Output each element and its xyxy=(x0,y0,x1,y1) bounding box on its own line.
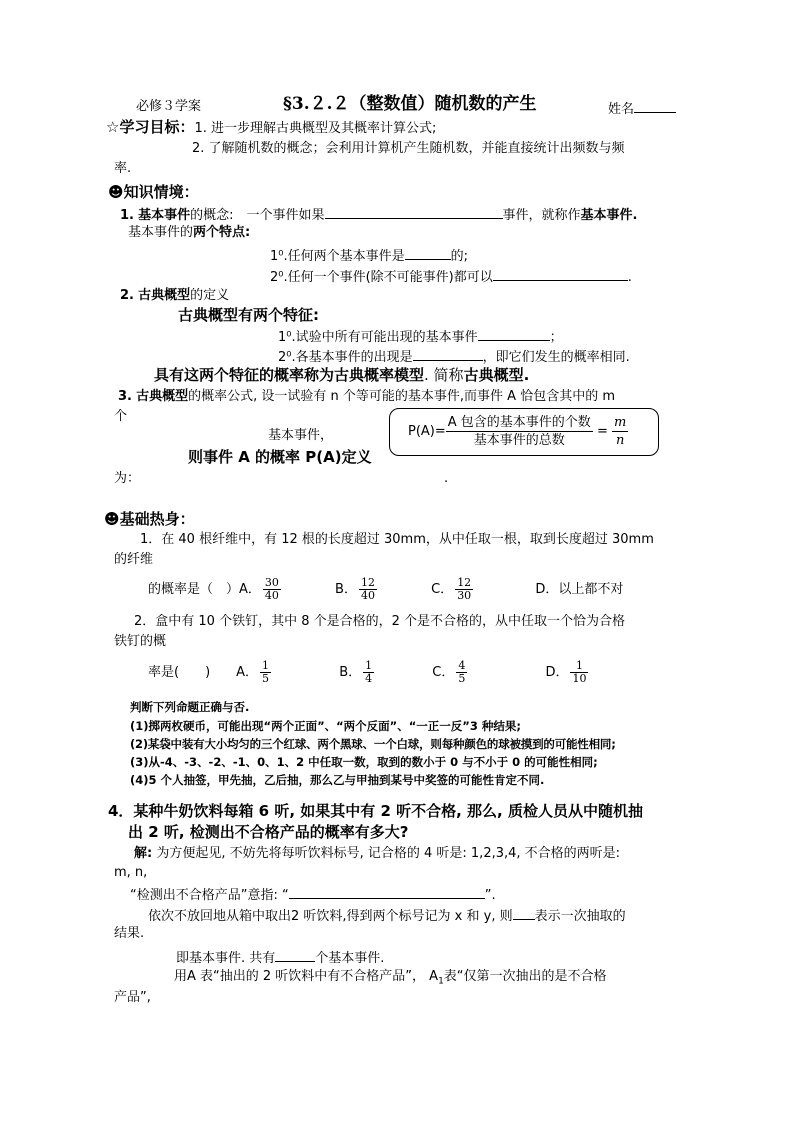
q1-option-a xyxy=(263,577,281,602)
solution-g1: 用A 表“抽出的 2 听饮料中有不合格产品”， A xyxy=(174,969,439,984)
q1-option-c xyxy=(455,577,473,602)
judge-item-4: (4)5 个人抽签，甲先抽，乙后抽，那么乙与甲抽到某号中奖签的可能性肯定不同. xyxy=(130,773,545,787)
q2-c-label: C． xyxy=(432,665,455,680)
formula-numerator: A 包含的基本事件的个数 xyxy=(447,415,591,430)
goal-item-1: 1. 进一步理解古典概型及其概率计算公式; xyxy=(194,121,437,136)
q2-line1: 2．盒中有 10 个铁钉，其中 8 个是合格的，2 个是不合格的，从中任取一个恰为合格 xyxy=(134,614,626,629)
q2-d-label: D． xyxy=(545,665,569,680)
q2-option-b xyxy=(363,660,374,685)
summary-b: . 简称 xyxy=(424,366,464,384)
solution-d xyxy=(148,905,626,926)
solution-d2: 表示一次抽取的 xyxy=(534,909,626,924)
solution-a: 为方便起见, 不妨先将每听饮料标号, 记合格的 4 听是: 1,2,3,4, 不合格的两听是: xyxy=(152,846,621,861)
q1-line1: 1．在 40 根纤维中，有 12 根的长度超过 30mm，从中任取一根，取到长度超过 30mm xyxy=(140,532,654,547)
q2-d-den: 10 xyxy=(572,672,587,685)
f1-text: 1⁰.任何两个基本事件是 xyxy=(270,249,405,264)
feature-1 xyxy=(270,245,468,266)
q2-line2: 铁钉的概 xyxy=(114,634,167,649)
p2-heading: 古典概型有两个特征: xyxy=(178,306,319,324)
q1-stem: 的概率是（ ）A． xyxy=(148,582,261,597)
q2-b-den: 4 xyxy=(365,672,373,685)
p3-line3: 则事件 A 的概率 P(A)定义 xyxy=(188,448,372,466)
q2-c-den: 5 xyxy=(458,672,466,685)
knowledge-heading: ☻知识情境： xyxy=(108,183,199,201)
p3-text: 的概率公式, 设一试验有 n 个等可能的基本事件,而事件 A 恰包含其中的 m xyxy=(188,389,615,404)
g1-end: ； xyxy=(549,330,563,345)
q1-line2: 的纤维 xyxy=(114,552,154,567)
name-blank xyxy=(634,98,676,113)
solution-c xyxy=(130,884,496,905)
q2-stem: 率是( ) A． xyxy=(148,665,259,680)
formula-n: n xyxy=(615,433,625,448)
q2-b-num: 1 xyxy=(365,659,373,672)
p3-term: 古典概型 xyxy=(136,389,189,404)
p2-end: 的定义 xyxy=(190,288,230,303)
g1-blank xyxy=(478,326,550,341)
name-label: 姓名 xyxy=(608,102,635,117)
g2-text: 2⁰.各基本事件的出现是 xyxy=(278,350,413,365)
name-field xyxy=(608,98,676,119)
q2-options xyxy=(148,659,590,687)
solution-g2: 表“仅第一次抽出的是不合格 xyxy=(443,969,607,984)
judge-item-1: (1)掷两枚硬币，可能出现“两个正面”、“两个反面”、“一正一反”3 种结果; xyxy=(130,719,521,733)
p3-line4: 为： xyxy=(114,471,141,486)
g2-end: ，即它们发生的概率相同. xyxy=(482,350,630,365)
goals-label: ☆学习目标： xyxy=(106,118,195,136)
page-title: §3.２.２（整数值）随机数的产生 xyxy=(283,94,537,114)
q1-a-den: 40 xyxy=(264,589,279,602)
solution-g xyxy=(174,968,607,991)
p4-solution xyxy=(134,845,620,863)
summary-a: 具有这两个特征的概率称为古典概率模型 xyxy=(154,366,425,384)
p3-cont: 个 xyxy=(114,409,128,424)
formula-lhs: P(A)= xyxy=(408,424,446,439)
warmup-heading: ☻基础热身： xyxy=(104,510,195,528)
p1-end: 事件，就称作 xyxy=(502,208,581,223)
solution-c1: “检测出不合格产品” xyxy=(130,888,248,903)
trait-1 xyxy=(278,326,563,347)
goal-item-2-cont: 率. xyxy=(114,161,132,176)
q2-b-label: B． xyxy=(339,665,362,680)
q2-c-num: 4 xyxy=(458,659,466,672)
q1-b-num: 12 xyxy=(360,576,375,589)
judge-item-3: (3)从-4、-3、-2、-1、0、1、2 中任取一数，取到的数小于 0 与不小于 0 的可能性相同; xyxy=(130,755,598,769)
formula-denominator: 基本事件的总数 xyxy=(473,433,565,448)
q2-d-num: 1 xyxy=(570,660,588,673)
f2-text: 2⁰.任何一个事件(除不可能事件)都可以 xyxy=(270,270,493,285)
q1-options xyxy=(148,576,623,604)
goals-line1 xyxy=(106,118,436,138)
p3-dot: . xyxy=(444,471,449,486)
q1-b-label: B． xyxy=(335,582,357,597)
probability-formula xyxy=(408,414,628,449)
f1-blank xyxy=(405,245,451,260)
q1-option-b xyxy=(359,577,377,602)
p1-term: 基本事件 xyxy=(138,208,191,223)
solution-f2: 个基本事件. xyxy=(315,951,385,966)
solution-d-blank xyxy=(513,905,535,920)
g1-text: 1⁰.试验中所有可能出现的基本事件 xyxy=(278,330,478,345)
solution-h: 产品”, xyxy=(114,990,151,1005)
solution-g-sub: 1 xyxy=(438,976,444,987)
trait-2 xyxy=(278,346,630,367)
summary-c: 古典概型. xyxy=(463,366,530,384)
f2-end: . xyxy=(627,270,632,285)
solution-e: 结果. xyxy=(114,926,145,941)
p1-blank xyxy=(325,204,503,219)
knowledge-p1-line2 xyxy=(128,224,250,242)
feature-2 xyxy=(270,266,632,287)
formula-mn xyxy=(612,414,628,449)
p1-line2a: 基本事件的 xyxy=(128,225,194,240)
q2-option-a xyxy=(260,660,271,685)
f1-end: 的; xyxy=(450,249,469,264)
q1-option-d: D．以上都不对 xyxy=(535,582,624,597)
solution-c2: 意指: “ xyxy=(247,888,289,903)
goal-item-2: 2. 了解随机数的概念；会利用计算机产生随机数，并能直接统计出频数与频 xyxy=(192,141,625,156)
p2-num: 2. xyxy=(120,288,134,303)
q2-a-num: 1 xyxy=(262,659,270,672)
formula-m: m xyxy=(614,415,627,430)
formula-fraction xyxy=(446,414,593,449)
solution-b: m, n, xyxy=(114,865,148,880)
p1-term2: 基本事件. xyxy=(580,208,638,223)
g2-blank xyxy=(413,346,483,361)
judge-item-2: (2)某袋中装有大小均匀的三个红球、两个黑球、一个白球，则每种颜色的球被摸到的可能性相同; xyxy=(130,737,616,751)
q1-c-label: C． xyxy=(431,582,454,597)
f2-blank xyxy=(493,266,628,281)
q2-option-c xyxy=(456,660,467,685)
p2-summary xyxy=(154,366,529,384)
solution-f1: 即基本事件. 共有 xyxy=(176,951,276,966)
p1-num: 1. xyxy=(120,208,134,223)
formula-equals: = xyxy=(596,424,608,439)
solution-d1: 依次不放回地从箱中取出2 听饮料,得到两个标号记为 x 和 y, 则 xyxy=(148,909,513,924)
p2-term: 古典概型 xyxy=(138,288,191,303)
solution-label: 解: xyxy=(134,846,153,861)
p3-line2: 基本事件， xyxy=(268,428,334,443)
p1-line2b: 两个特点: xyxy=(193,225,251,240)
judge-heading: 判断下列命题正确与否. xyxy=(130,700,250,714)
knowledge-p1 xyxy=(120,204,638,225)
p4-line1: 4．某种牛奶饮料每箱 6 听, 如果其中有 2 听不合格, 那么, 质检人员从中随机抽 xyxy=(108,802,643,820)
solution-f-blank xyxy=(275,947,315,962)
solution-f xyxy=(176,947,384,968)
knowledge-p3 xyxy=(118,388,615,406)
q1-a-num: 30 xyxy=(264,576,279,589)
q1-c-den: 30 xyxy=(457,589,472,602)
p3-num: 3. xyxy=(118,389,132,404)
solution-c3: ”. xyxy=(484,888,496,903)
p1-mid: 的概念: 一个事件如果 xyxy=(190,208,325,223)
solution-c-blank xyxy=(289,884,485,899)
knowledge-p2 xyxy=(120,287,229,305)
probability-formula-box xyxy=(389,408,659,456)
q2-option-d xyxy=(570,660,588,685)
p4-line2: 出 2 听, 检测出不合格产品的概率有多大? xyxy=(128,823,409,841)
q1-b-den: 40 xyxy=(360,589,375,602)
q2-a-den: 5 xyxy=(262,672,270,685)
q1-c-num: 12 xyxy=(457,576,472,589)
header-left: 必修３学案 xyxy=(136,99,202,114)
